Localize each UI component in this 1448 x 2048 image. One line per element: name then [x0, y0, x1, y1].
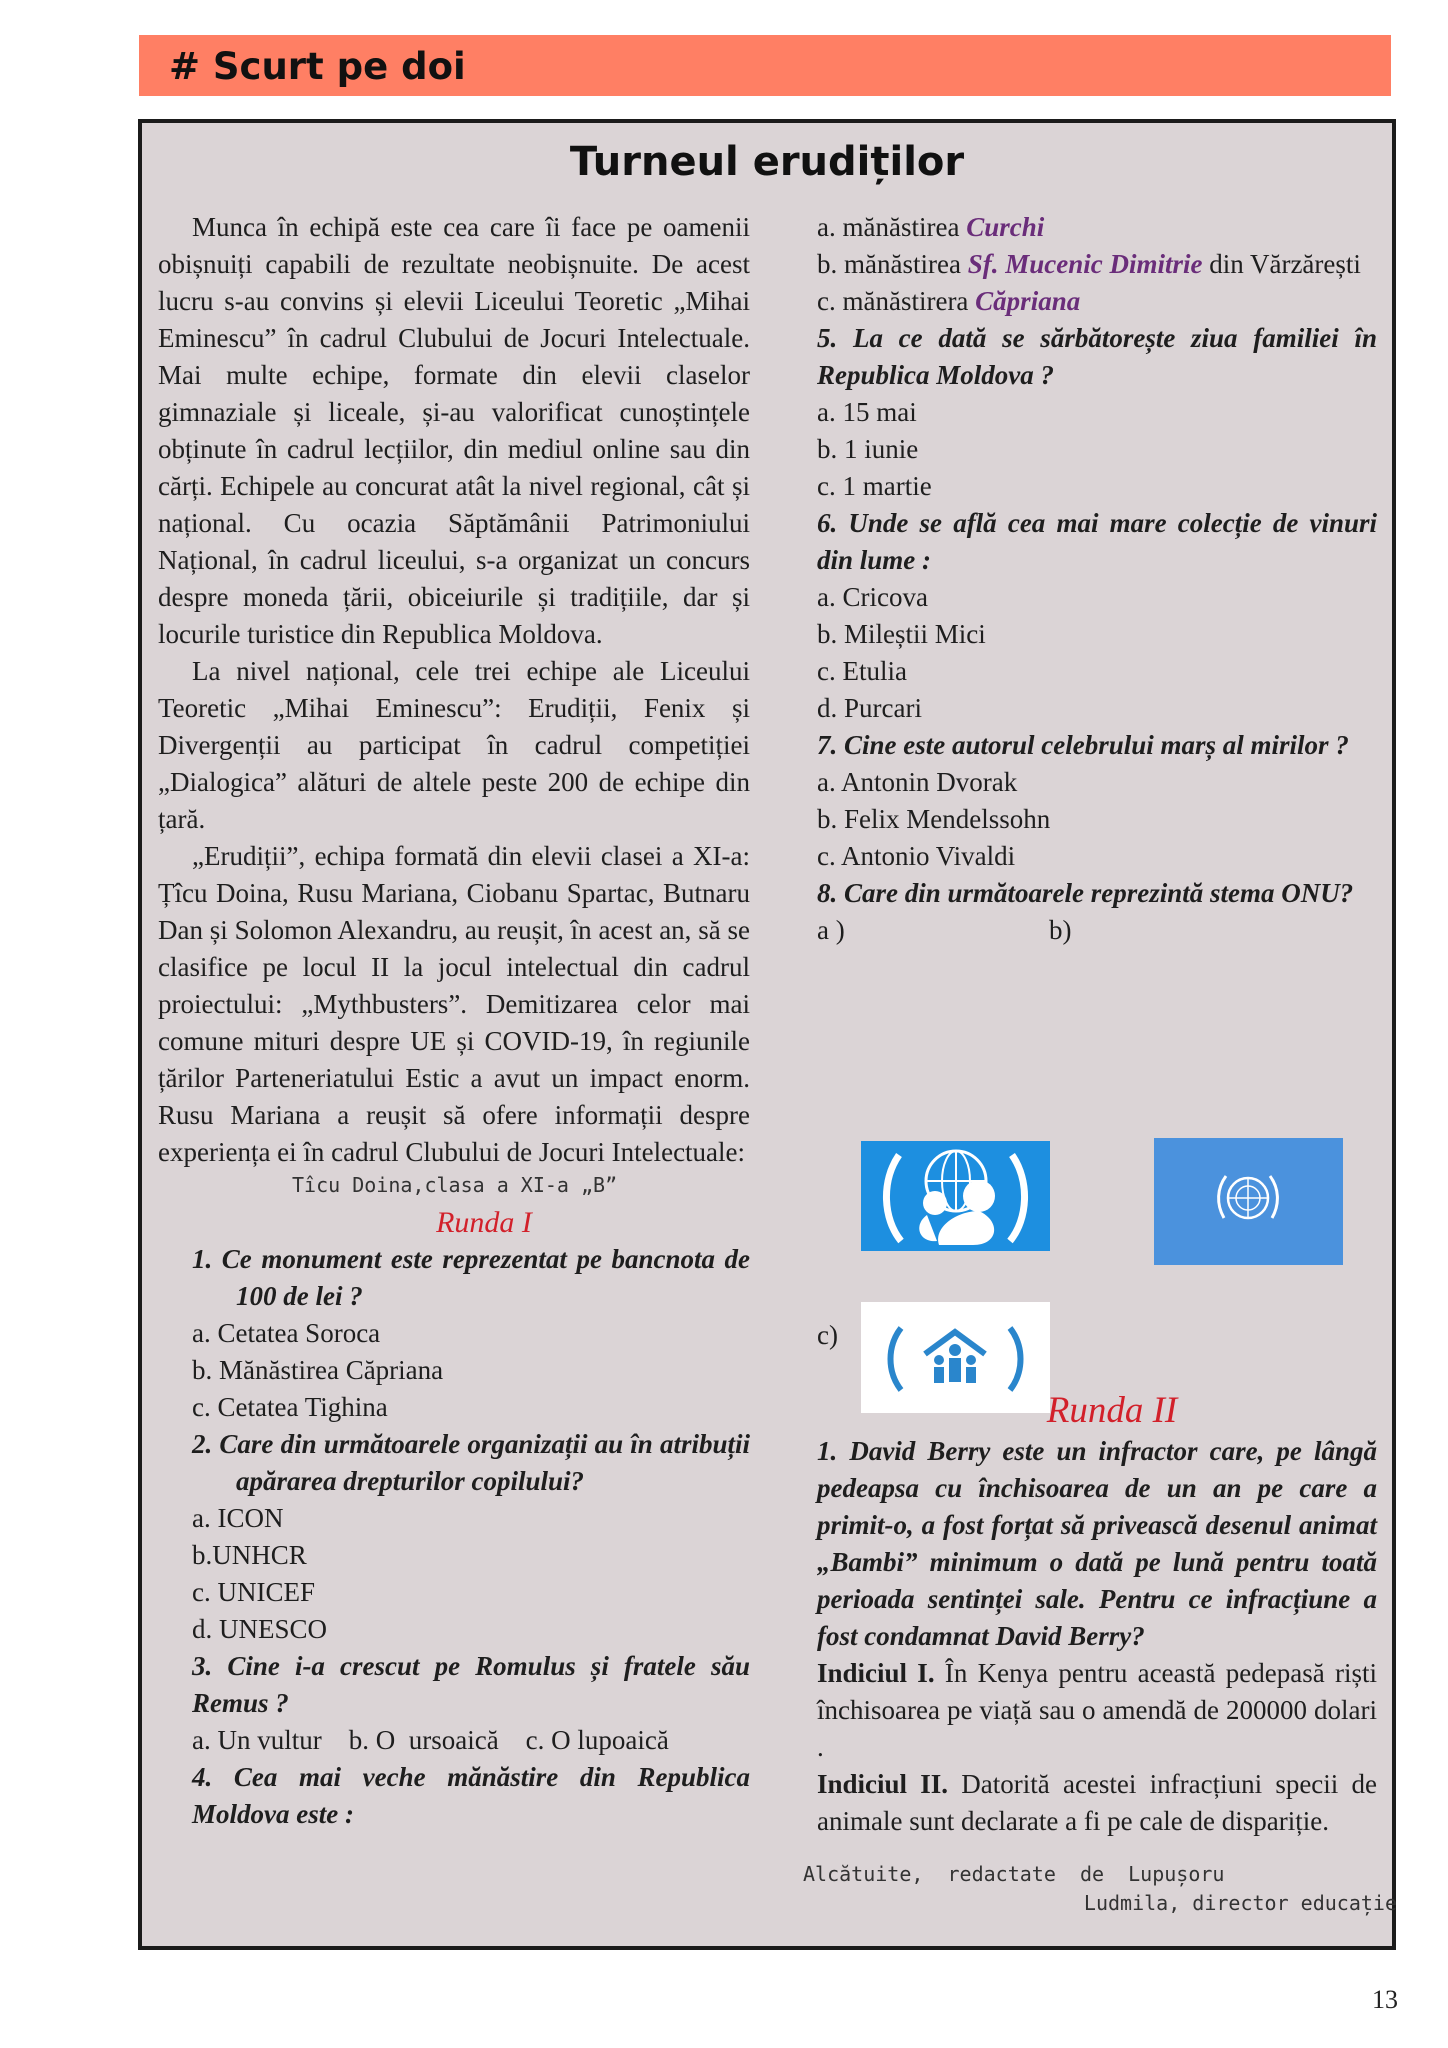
q5-option-a: a. 15 mai [817, 397, 917, 427]
q6-option-c: c. Etulia [817, 656, 907, 686]
q6-option-a: a. Cricova [817, 582, 928, 612]
q7-option-b: b. Felix Mendelssohn [817, 804, 1051, 834]
un-emblem-icon [1154, 1138, 1343, 1265]
q1-option-c: c. Cetatea Tighina [192, 1392, 388, 1422]
question-4: 4. Cea mai veche mănăstire din Republica Moldova este : [192, 1762, 750, 1829]
hint-1-label: Indiciul I. [817, 1658, 935, 1688]
question-6: 6. Unde se află cea mai mare colecție de vinuri din lume : [817, 508, 1377, 575]
section-header-bar [139, 35, 1391, 96]
q4-option-a: a. mănăstirea Curchi [817, 212, 1045, 242]
runda-2-heading: Runda II [1046, 1390, 1178, 1431]
q4-option-b: b. mănăstirea Sf. Mucenic Dimitrie din Vărzărești [817, 249, 1361, 279]
paragraph-1: Munca în echipă este cea care îi face pe oamenii obișnuiți capabili de rezultate neobișnuite. De acest lucru s-au convins și elevii Liceului Teoretic „Mihai Eminescu” în cadrul Clubului de Jocuri Intelectuale. Mai multe echipe, formate din elevii claselor gimnaziale și liceale, și-au valorificat cunoștințele obținute în cadrul lecțiilor, din mediul online sau din cărți. Echipele au concurat atât la nivel regional, cât și național. Cu ocazia Săptămânii Patrimoniului Național, în cadrul liceului, s-a organizat un concurs despre moneda țării, obiceiurile și tradițiile, dar și locurile turistice din Republica Moldova. [158, 212, 750, 649]
q6-option-d: d. Purcari [817, 693, 922, 723]
unicef-emblem-image [861, 1141, 1050, 1251]
question-7: 7. Cine este autorul celebrului marș al mirilor ? [817, 730, 1349, 760]
q2-option-b: b.UNHCR [192, 1540, 307, 1570]
question-8: 8. Care din următoarele reprezintă stema ONU? [817, 878, 1354, 908]
q8-option-a-label: a ) [817, 915, 845, 945]
q3-options: a. Un vultur b. O ursoaică c. O lupoaică [192, 1725, 669, 1755]
q5-option-b: b. 1 iunie [817, 434, 919, 464]
q1-option-a: a. Cetatea Soroca [192, 1318, 381, 1348]
right-column [803, 209, 1397, 1915]
q7-option-a: a. Antonin Dvorak [817, 767, 1018, 797]
unicef-emblem-icon [861, 1141, 1050, 1251]
q1-option-b: b. Mănăstirea Căpriana [192, 1355, 444, 1385]
q8-options-ab [817, 912, 1377, 949]
question-2: 2. Care din următoarele organizații au în atribuții apărarea drepturilor copilului? [192, 1429, 750, 1496]
runda-2-question-1: 1. David Berry este un infractor care, pe lângă pedeapsa cu închisoarea de un an pe care a primit-o, a fost forțat să privească desenul animat „Bambi” minimum o dată pe lună pentru toată perioada sentinței sale. Pentru ce infracțiune a fost condamnat David Berry? [817, 1436, 1377, 1651]
runda-2-block [803, 1389, 1397, 1918]
question-5: 5. La ce dată se sărbătorește ziua familiei în Republica Moldova ? [817, 323, 1377, 390]
paragraph-2: La nivel național, cele trei echipe ale Liceului Teoretic „Mihai Eminescu”: Erudiții, Fenix și Divergenții au participat în cadrul competiției „Dialogica” alături de altele peste 200 de echipe din țară. [158, 656, 750, 834]
q4-option-c: c. mănăstirera Căpriana [817, 286, 1081, 316]
page-number: 13 [1372, 1985, 1398, 2014]
hint-2: Indiciul II. Datorită acestei infracțiuni specii de animale sunt declarate a fi pe cale de dispariție. [817, 1769, 1378, 1836]
un-flag-image [1154, 1138, 1343, 1265]
hint-1: Indiciul I. În Kenya pentru această pedepasă riști închisoarea pe viață sau o amendă de 200000 dolari . [817, 1658, 1377, 1762]
q4c-name: Căpriana [975, 286, 1081, 316]
quote-author: Tîcu Doina,clasa a XI-a „B” [292, 1173, 618, 1197]
question-3: 3. Cine i-a crescut pe Romulus și fratele său Remus ? [192, 1651, 750, 1718]
paragraph-3: „Erudiții”, echipa formată din elevii clasei a XI-a: Țîcu Doina, Rusu Mariana, Ciobanu Spartac, Butnaru Dan și Solomon Alexandru, au reușit, în acest an, să se clasifice pe locul II la jocul intelectual din cadrul proiectului: „Mythbusters”. Demitizarea celor mai comune mituri despre UE și COVID-19, în regiunile țărilor Parteneriatului Estic a avut un impact enorm. Rusu Mariana a reușit să ofere informații despre experiența ei în cadrul Clubului de Jocuri Intelectuale: [158, 841, 750, 1167]
q2-option-a: a. ICON [192, 1503, 284, 1533]
section-title: # Scurt pe doi [169, 45, 466, 88]
q8-option-b-label: b) [1049, 915, 1072, 945]
runda-1-heading: Runda I [436, 1206, 532, 1239]
q6-option-b: b. Mileștii Mici [817, 619, 986, 649]
hint-2-label: Indiciul II. [817, 1769, 949, 1799]
article-frame [138, 119, 1396, 1950]
question-1: 1. Ce monument este reprezentat pe bancnota de 100 de lei ? [192, 1244, 750, 1311]
signature-line-1: Alcătuite, redactate de Lupușoru [803, 1862, 1225, 1886]
left-column [158, 209, 750, 1833]
q2-option-d: d. UNESCO [192, 1614, 328, 1644]
article-title: Turneul erudiților [569, 139, 965, 185]
q8-option-c-label: c) [817, 1320, 838, 1350]
q2-option-c: c. UNICEF [192, 1577, 315, 1607]
q7-option-c: c. Antonio Vivaldi [817, 841, 1016, 871]
q4b-name: Sf. Mucenic Dimitrie [967, 249, 1203, 279]
signature-line-2: Ludmila, director educație [1083, 1891, 1397, 1915]
q5-option-c: c. 1 martie [817, 471, 932, 501]
q4a-name: Curchi [966, 212, 1045, 242]
